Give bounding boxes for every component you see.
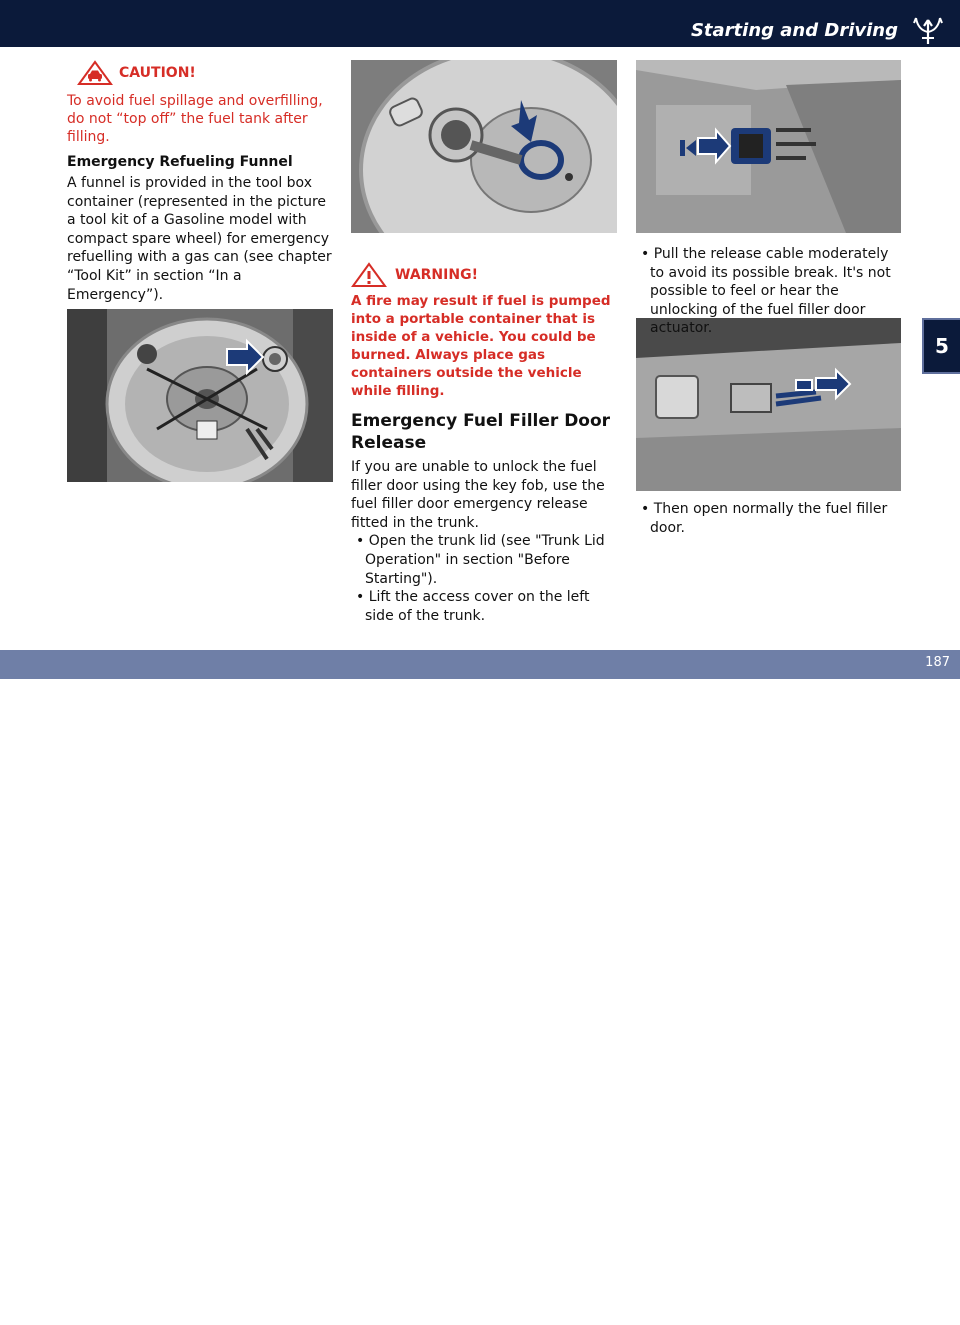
warning-title: WARNING! (395, 267, 478, 283)
column-middle (351, 262, 621, 625)
funnel-heading: Emergency Refueling Funnel (67, 154, 293, 170)
caution-title: CAUTION! (119, 65, 196, 81)
release-cable-photo (636, 318, 901, 491)
list-item: • Then open normally the fuel filler door. (641, 501, 888, 536)
page-header (0, 0, 960, 47)
watermark: carmanualsonline.info (580, 1300, 856, 1325)
list-item: • Pull the release cable moderately to avoid its possible break. It's not possible to feel or hear the unlocking of the fuel filler door actuator. (641, 246, 891, 337)
list-item: • Open the trunk lid (see "Trunk Lid Operation" in section "Before Starting"). (356, 533, 605, 587)
warning-text: A fire may result if fuel is pumped into a portable container that is inside of a vehicle. You could be burned. Always place gas containers outside the vehicle while filling. (351, 293, 611, 399)
list-item: • Lift the access cover on the left side of the trunk. (356, 589, 590, 624)
warning-triangle-icon (351, 262, 387, 288)
release-text: If you are unable to unlock the fuel filler door using the key fob, use the fuel filler door emergency release fitted in the trunk. (351, 459, 605, 531)
caution-heading (67, 60, 337, 86)
chapter-tab[interactable]: 5 (922, 318, 960, 374)
page-number: 187 (925, 655, 950, 670)
caution-car-icon (77, 60, 113, 86)
chapter-title: Starting and Driving (690, 20, 898, 41)
page-footer (0, 650, 960, 1325)
column-right-lower (636, 500, 906, 537)
caution-text: To avoid fuel spillage and overfilling, do not “top off” the fuel tank after filling. (67, 93, 323, 145)
tool-kit-photo (67, 309, 333, 482)
column-right (636, 245, 906, 338)
trunk-cover-photo (636, 60, 901, 233)
trident-logo-icon (910, 12, 946, 46)
funnel-text: A funnel is provided in the tool box container (represented in the picture a tool kit of a Gasoline model with compact spare wheel) for emergency refuelling with a gas can (see chapter “Tool Kit” in section “In a Emergency”). (67, 175, 332, 303)
fuel-filler-photo (351, 60, 617, 233)
warning-heading (351, 262, 621, 288)
column-left (67, 60, 337, 304)
release-heading: Emergency Fuel Filler Door Release (351, 411, 611, 453)
